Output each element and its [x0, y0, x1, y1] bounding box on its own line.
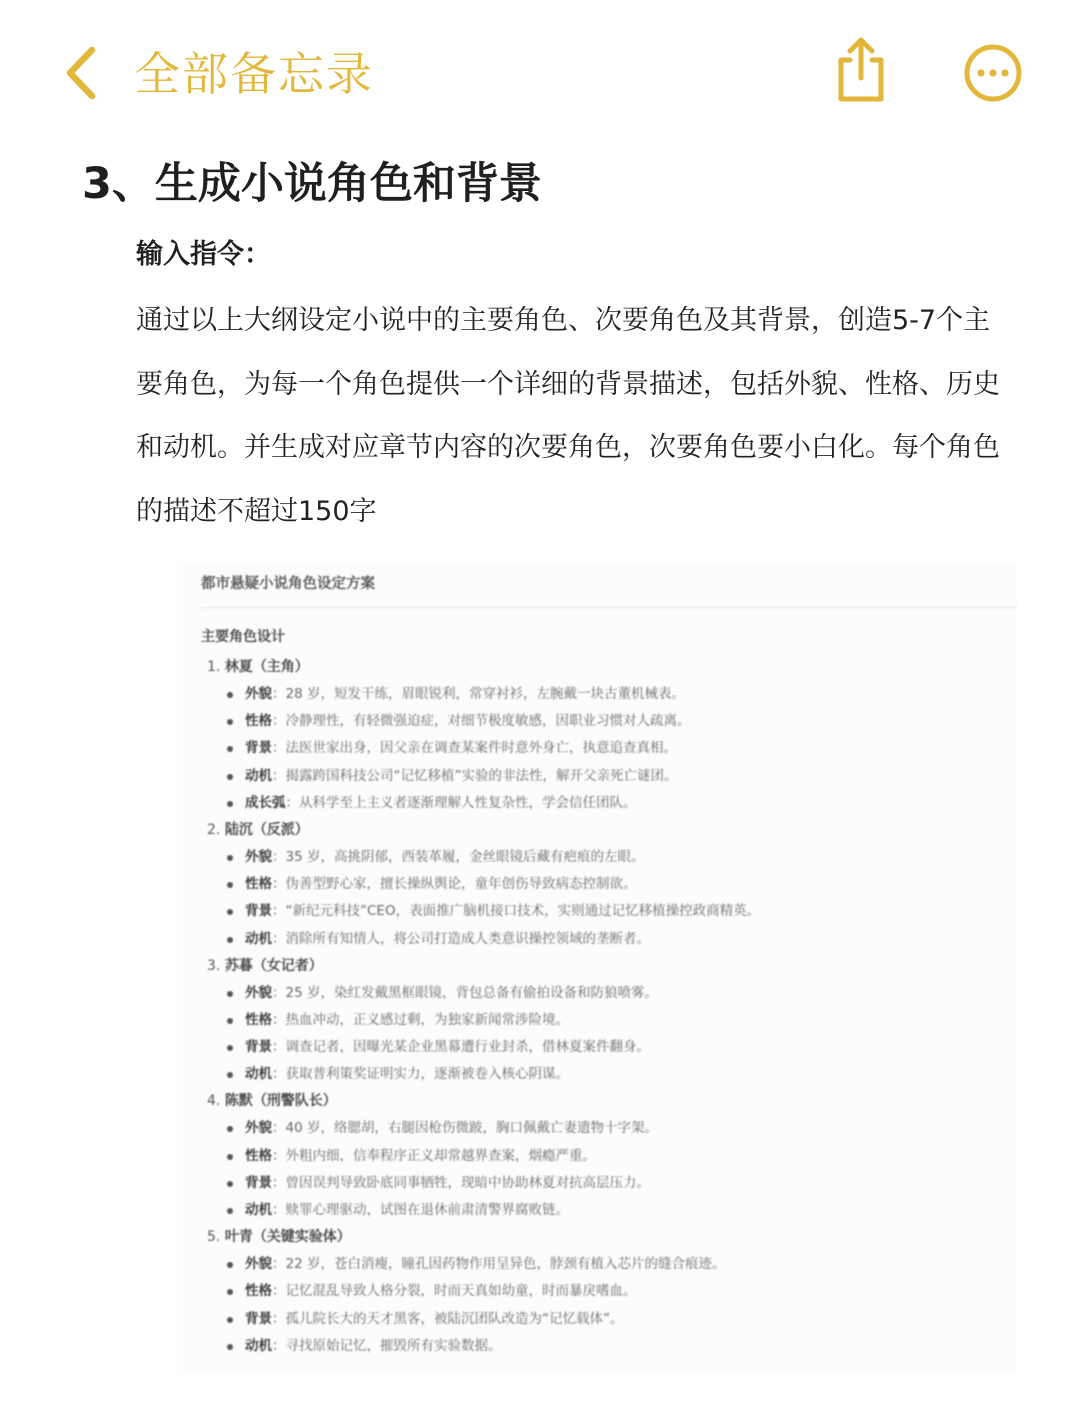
character-heading: [207, 953, 1007, 980]
attribute-text: ：“新纪元科技”CEO，表面推广脑机接口技术，实则通过记忆移植操控政商精英。: [272, 903, 761, 920]
list-item: [207, 1170, 1007, 1197]
attribute-text: ：调查记者，因曝光某企业黑幕遭行业封杀，借林夏案件翻身。: [272, 1039, 650, 1056]
list-item: [207, 926, 1007, 953]
attribute-label: 成长弧: [245, 794, 286, 811]
share-button[interactable]: [832, 36, 890, 104]
character-role: （主角）: [252, 659, 309, 675]
list-item: [207, 1061, 1007, 1088]
list-item: [207, 1007, 1007, 1034]
list-item: [207, 735, 1007, 762]
character-number: 3.: [207, 957, 225, 974]
note-body: 通过以上大纲设定小说中的主要角色、次要角色及其背景，创造5-7个主要角色，为每一个角色提供一个详细的背景描述，包括外貌、性格、历史和动机。并生成对应章节内容的次要角色，次要角色要小白化。每个角色的描述不超过150字: [136, 305, 1000, 527]
character-name: 苏暮: [224, 957, 253, 974]
list-item: [207, 898, 1007, 925]
character-role: （女记者）: [252, 957, 323, 974]
list-item: [207, 1115, 1007, 1142]
character-name: 叶青: [224, 1229, 253, 1246]
character-name: 林夏: [224, 659, 253, 675]
character-number: 2.: [207, 821, 225, 838]
list-item: [207, 1034, 1007, 1061]
chevron-left-icon: [58, 42, 108, 104]
character-number: 1.: [207, 659, 225, 675]
more-icon: [962, 42, 1024, 104]
attribute-text: ：22 岁，苍白消瘦，瞳孔因药物作用呈异色，脖颈有植入芯片的缝合痕迹。: [272, 1256, 726, 1273]
list-item: [207, 763, 1007, 790]
character-number: 4.: [207, 1093, 225, 1110]
list-item: [207, 844, 1007, 871]
attribute-text: ：外粗内细，信奉程序正义却常越界查案，烟瘾严重。: [272, 1147, 596, 1164]
doc-section-heading: 主要角色设计: [201, 629, 285, 645]
attribute-text: ：热血冲动，正义感过剩，为独家新闻常涉险境。: [272, 1011, 569, 1028]
list-item: [207, 1143, 1007, 1170]
attribute-label: 性格: [245, 1011, 272, 1028]
list-item: [207, 871, 1007, 898]
attribute-text: ：35 岁，高挑阴郁，西装革履，金丝眼镜后藏有疤痕的左眼。: [272, 848, 645, 865]
attribute-text: ：记忆混乱导致人格分裂，时而天真如幼童，时而暴戾嗜血。: [272, 1283, 637, 1300]
list-item: [207, 980, 1007, 1007]
attribute-label: 外貌: [245, 1120, 272, 1137]
attribute-label: 动机: [245, 1066, 272, 1083]
attribute-label: 背景: [245, 903, 272, 920]
character-heading: [207, 1224, 1007, 1251]
attribute-text: ：曾因误判导致卧底同事牺牲，现暗中协助林夏对抗高层压力。: [272, 1174, 650, 1191]
share-icon: [832, 36, 890, 104]
attribute-text: ：赎罪心理驱动，试图在退休前肃清警界腐败链。: [272, 1202, 569, 1218]
doc-divider: [201, 607, 1017, 608]
character-name: 陆沉: [224, 821, 253, 838]
list-item: [207, 1197, 1007, 1224]
embedded-document-image[interactable]: [177, 562, 1017, 1374]
character-heading: [207, 817, 1007, 844]
attribute-label: 性格: [245, 876, 272, 893]
attribute-text: ：28 岁，短发干练，眉眼锐利，常穿衬衫，左腕戴一块古董机械表。: [272, 686, 685, 702]
attribute-text: ：法医世家出身，因父亲在调查某案件时意外身亡，执意追查真相。: [272, 740, 677, 757]
attribute-label: 性格: [245, 1283, 272, 1300]
character-list: [207, 654, 1007, 1360]
list-item: [207, 1333, 1007, 1360]
attribute-text: ：从科学至上主义者逐渐理解人性复杂性，学会信任团队。: [285, 794, 637, 811]
note-heading: 3、生成小说角色和背景: [82, 159, 542, 209]
attribute-label: 动机: [245, 1202, 272, 1218]
attribute-label: 外貌: [245, 848, 272, 865]
attribute-label: 外貌: [245, 686, 272, 702]
character-name: 陈默: [224, 1093, 253, 1110]
attribute-label: 性格: [245, 713, 272, 730]
attribute-label: 背景: [245, 1039, 272, 1056]
character-heading: [207, 654, 1007, 681]
character-heading: [207, 1088, 1007, 1115]
attribute-text: ：40 岁，络腮胡，右腿因枪伤微跛，胸口佩戴亡妻遗物十字架。: [272, 1120, 658, 1137]
attribute-text: ：揭露跨国科技公司“记忆移植”实验的非法性，解开父亲死亡谜团。: [272, 767, 678, 784]
attribute-text: ：冷静理性，有轻微强迫症，对细节极度敏感，因职业习惯对人疏离。: [272, 713, 691, 730]
list-item: [207, 1251, 1007, 1278]
attribute-text: ：伪善型野心家，擅长操纵舆论，童年创伤导致病态控制欲。: [272, 876, 637, 893]
character-role: （关键实验体）: [252, 1229, 351, 1246]
attribute-label: 外貌: [245, 1256, 272, 1273]
attribute-text: ：获取普利策奖证明实力，逐渐被卷入核心阴谋。: [272, 1066, 569, 1083]
list-item: [207, 1306, 1007, 1333]
note-subheading: 输入指令：: [136, 239, 271, 270]
attribute-text: ：寻找原始记忆，摧毁所有实验数据。: [272, 1337, 502, 1354]
list-item: [207, 1278, 1007, 1305]
attribute-label: 性格: [245, 1147, 272, 1164]
attribute-label: 动机: [245, 767, 272, 784]
list-item: [207, 708, 1007, 735]
attribute-text: ：孤儿院长大的天才黑客，被陆沉团队改造为“记忆载体”。: [272, 1310, 624, 1327]
character-number: 5.: [207, 1229, 225, 1246]
more-button[interactable]: [962, 42, 1024, 104]
list-item: [207, 681, 1007, 708]
attribute-label: 动机: [245, 1337, 272, 1354]
attribute-label: 背景: [245, 1310, 272, 1327]
nav-title[interactable]: 全部备忘录: [134, 47, 374, 101]
doc-title: 都市悬疑小说角色设定方案: [201, 576, 375, 592]
attribute-label: 背景: [245, 1174, 272, 1191]
character-role: （刑警队长）: [252, 1093, 337, 1110]
back-button[interactable]: [58, 42, 108, 104]
character-role: （反派）: [252, 821, 309, 838]
attribute-label: 动机: [245, 930, 272, 947]
list-item: [207, 790, 1007, 817]
attribute-text: ：25 岁，染红发戴黑框眼镜，背包总备有偷拍设备和防狼喷雾。: [272, 984, 658, 1001]
attribute-text: ：消除所有知情人，将公司打造成人类意识操控领域的垄断者。: [272, 930, 650, 947]
attribute-label: 外貌: [245, 984, 272, 1001]
nav-bar: [0, 0, 1080, 140]
attribute-label: 背景: [245, 740, 272, 757]
